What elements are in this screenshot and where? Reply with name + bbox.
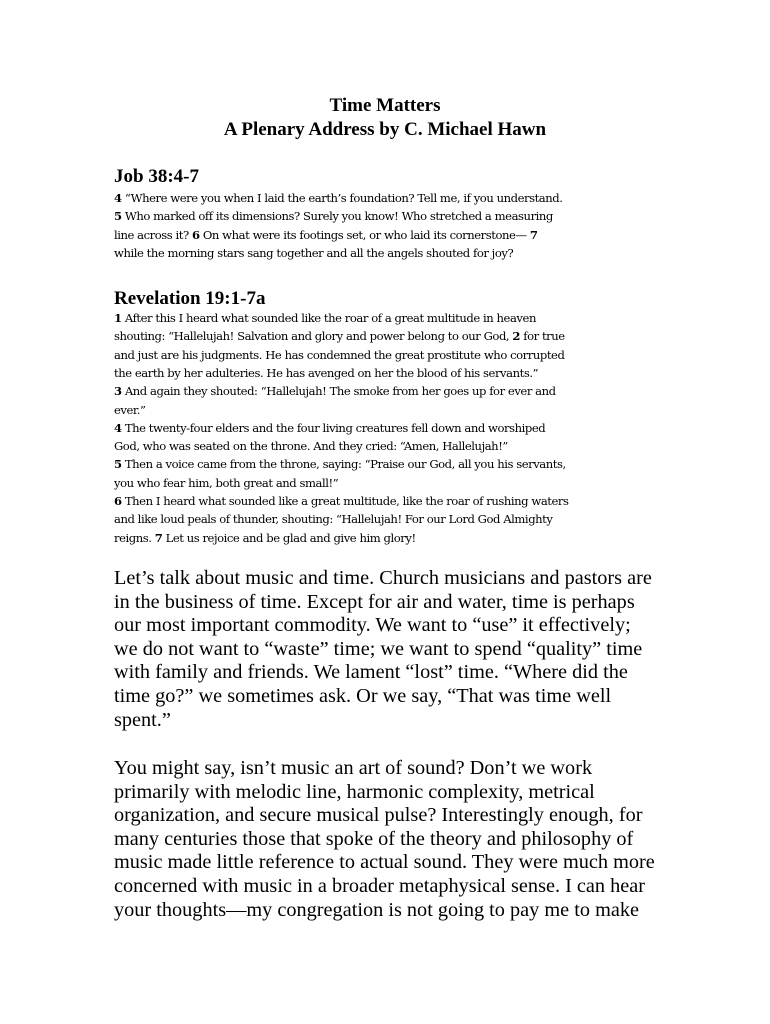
verse-text: shouting: “Hallelujah! Salvation and glory and power belong to our God, bbox=[114, 329, 513, 344]
verse-number: 3 bbox=[114, 384, 122, 399]
revelation-verse-line bbox=[114, 327, 565, 345]
revelation-verse-line bbox=[114, 309, 536, 327]
verse-text: God, who was seated on the throne. And they cried: “Amen, Hallelujah!” bbox=[114, 439, 508, 454]
revelation-verse-line bbox=[114, 529, 416, 547]
revelation-verse-line bbox=[114, 474, 338, 492]
revelation-verse-line bbox=[114, 401, 145, 419]
revelation-verse-line bbox=[114, 437, 508, 455]
verse-text: Then a voice came from the throne, saying: “Praise our God, all you his servants, bbox=[121, 457, 566, 472]
verse-number: 5 bbox=[114, 209, 122, 224]
paragraph-line: in the business of time. Except for air and water, time is perhaps bbox=[114, 590, 635, 613]
paragraph-line: your thoughts—my congregation is not going to pay me to make bbox=[114, 898, 639, 921]
paragraph-line: music made little reference to actual sound. They were much more bbox=[114, 851, 655, 874]
verse-text: while the morning stars sang together and all the angels shouted for joy? bbox=[114, 245, 514, 260]
verse-text: And again they shouted: “Hallelujah! The smoke from her goes up for ever and bbox=[121, 384, 556, 399]
verse-text: The twenty-four elders and the four living creatures fell down and worshiped bbox=[121, 420, 546, 435]
verse-number: 6 bbox=[192, 227, 200, 242]
revelation-verse-line bbox=[114, 346, 564, 364]
verse-number: 6 bbox=[114, 494, 122, 508]
paragraph-line: concerned with music in a broader metaphysical sense. I can hear bbox=[114, 875, 646, 897]
verse-number: 2 bbox=[512, 329, 521, 344]
job-verse-line bbox=[114, 244, 513, 262]
revelation-verse-line bbox=[114, 382, 556, 400]
verse-number: 5 bbox=[114, 457, 122, 472]
paragraph-line: spent.” bbox=[114, 708, 171, 731]
job-verse-line bbox=[114, 226, 537, 244]
document-title: Time Matters bbox=[329, 95, 441, 116]
job-verse-line bbox=[114, 207, 553, 225]
paragraph-line: primarily with melodic line, harmonic complexity, metrical bbox=[114, 780, 595, 803]
verse-text: for true bbox=[520, 329, 565, 344]
verse-text: Let us rejoice and be glad and give him glory! bbox=[162, 530, 416, 545]
verse-text: On what were its footings set, or who laid its cornerstone— bbox=[199, 227, 530, 242]
verse-number: 4 bbox=[114, 420, 122, 435]
paragraph-line: organization, and secure musical pulse? Interestingly enough, for bbox=[114, 804, 643, 827]
verse-text: line across it? bbox=[114, 227, 193, 242]
verse-number: 1 bbox=[114, 311, 122, 325]
verse-text: and just are his judgments. He has condemned the great prostitute who corrupted bbox=[114, 347, 565, 362]
paragraph-line: with family and friends. We lament “lost” time. “Where did the bbox=[114, 661, 628, 684]
revelation-verse-line bbox=[114, 419, 545, 437]
paragraph-line: our most important commodity. We want to “use” it effectively; bbox=[114, 614, 631, 637]
verse-number: 7 bbox=[529, 227, 538, 242]
revelation-verse-line bbox=[114, 364, 538, 382]
paragraph-line: many centuries those that spoke of the theory and philosophy of bbox=[114, 827, 634, 850]
paragraph-line: You might say, isn’t music an art of sound? Don’t we work bbox=[114, 757, 593, 779]
revelation-verse-line bbox=[114, 492, 569, 510]
verse-text: reigns. bbox=[114, 530, 155, 545]
verse-text: you who fear him, both great and small!” bbox=[114, 475, 339, 490]
job-heading: Job 38:4-7 bbox=[114, 166, 199, 187]
paragraph-line: time go?” we sometimes ask. Or we say, “That was time well bbox=[114, 685, 612, 707]
verse-text: Then I heard what sounded like a great multitude, like the roar of rushing waters bbox=[121, 494, 569, 508]
verse-text: and like loud peals of thunder, shouting: “Hallelujah! For our Lord God Almighty bbox=[114, 512, 553, 527]
verse-text: After this I heard what sounded like the roar of a great multitude in heaven bbox=[121, 311, 536, 325]
job-verse-line bbox=[114, 189, 562, 207]
revelation-verse-line bbox=[114, 510, 553, 528]
paragraph-line: Let’s talk about music and time. Church musicians and pastors are bbox=[114, 567, 652, 589]
verse-number: 7 bbox=[154, 530, 163, 545]
revelation-heading: Revelation 19:1-7a bbox=[114, 288, 266, 309]
verse-text: ever.” bbox=[114, 402, 146, 417]
verse-text: “Where were you when I laid the earth’s foundation? Tell me, if you understand. bbox=[121, 191, 563, 205]
verse-text: the earth by her adulteries. He has avenged on her the blood of his servants.” bbox=[114, 365, 539, 380]
verse-text: Who marked off its dimensions? Surely you know! Who stretched a measuring bbox=[121, 209, 553, 224]
verse-number: 4 bbox=[114, 191, 122, 205]
paragraph-line: we do not want to “waste” time; we want to spend “quality” time bbox=[114, 637, 643, 660]
revelation-verse-line bbox=[114, 455, 566, 473]
document-subtitle: A Plenary Address by C. Michael Hawn bbox=[223, 119, 547, 140]
